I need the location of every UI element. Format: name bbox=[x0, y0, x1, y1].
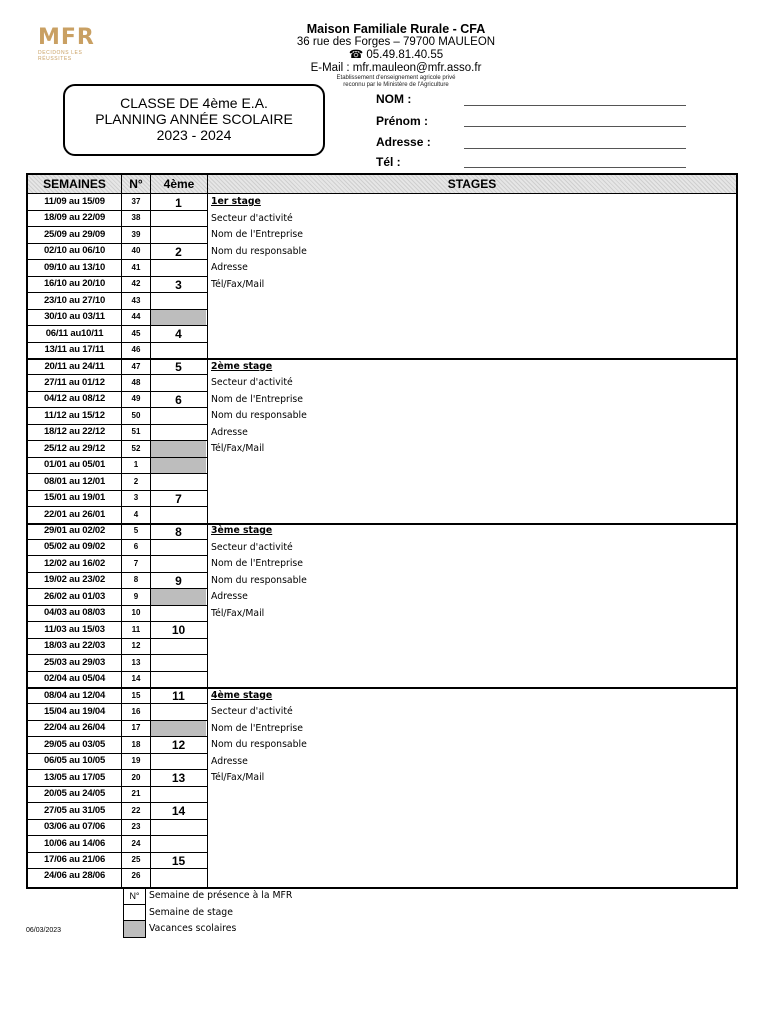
presence-cell bbox=[151, 425, 206, 440]
school-name: Maison Familiale Rurale - CFA bbox=[306, 22, 486, 36]
week-range: 26/02 au 01/03 bbox=[43, 590, 106, 602]
class-title-box bbox=[63, 84, 325, 156]
col-divider bbox=[121, 175, 122, 887]
week-number: 13 bbox=[131, 657, 141, 667]
week-range: 02/04 au 05/04 bbox=[43, 673, 106, 685]
presence-cell: 10 bbox=[171, 623, 186, 638]
adresse-field[interactable] bbox=[464, 147, 686, 149]
presence-cell: 3 bbox=[175, 277, 182, 292]
week-number: 10 bbox=[131, 608, 141, 618]
planning-title: PLANNING ANNÉE SCOLAIRE bbox=[95, 111, 293, 127]
week-range: 27/11 au 01/12 bbox=[44, 376, 105, 388]
week-range: 11/12 au 15/12 bbox=[44, 409, 105, 421]
planning-table bbox=[26, 173, 738, 889]
legend-stage-swatch bbox=[123, 905, 146, 922]
week-range: 25/03 au 29/03 bbox=[43, 656, 106, 668]
stage-field: Nom de l'Entreprise bbox=[211, 558, 303, 569]
row-divider bbox=[28, 292, 207, 293]
week-number: 11 bbox=[131, 624, 141, 634]
stage-title: 4ème stage bbox=[211, 689, 273, 701]
week-number: 42 bbox=[131, 279, 141, 289]
week-range: 13/11 au 17/11 bbox=[44, 344, 105, 356]
week-number: 48 bbox=[131, 377, 141, 387]
stage-field: Tél/Fax/Mail bbox=[211, 772, 265, 783]
week-number: 1 bbox=[133, 460, 139, 470]
stage-field: Nom de l'Entreprise bbox=[211, 393, 303, 405]
tel-field[interactable] bbox=[464, 166, 686, 168]
row-divider bbox=[28, 588, 207, 589]
stage-field: Nom du responsable bbox=[211, 245, 307, 257]
week-number: 25 bbox=[131, 855, 141, 864]
presence-cell: 5 bbox=[175, 360, 182, 374]
row-divider bbox=[28, 210, 207, 211]
week-number: 50 bbox=[131, 410, 141, 420]
row-divider bbox=[28, 555, 207, 556]
week-range: 29/01 au 02/02 bbox=[43, 525, 106, 536]
presence-cell bbox=[151, 474, 206, 489]
row-divider bbox=[28, 720, 207, 721]
row-divider bbox=[28, 424, 207, 425]
row-divider bbox=[28, 638, 207, 639]
prenom-field[interactable] bbox=[464, 125, 686, 127]
presence-cell: 4 bbox=[175, 327, 182, 342]
school-street: 36 rue des Forges – 79700 MAULEON bbox=[296, 36, 496, 48]
week-range: 13/05 au 17/05 bbox=[43, 771, 106, 783]
week-number: 23 bbox=[131, 822, 141, 832]
header-no: N° bbox=[122, 175, 150, 193]
row-divider bbox=[28, 457, 207, 458]
stage-title: 2ème stage bbox=[211, 360, 273, 372]
row-divider bbox=[28, 605, 207, 606]
week-number: 44 bbox=[131, 312, 141, 322]
row-divider bbox=[28, 687, 736, 689]
week-number: 19 bbox=[131, 756, 141, 766]
vacation-cell bbox=[151, 441, 206, 456]
presence-cell bbox=[151, 836, 206, 851]
legend-presence-label: Semaine de présence à la MFR bbox=[149, 890, 293, 901]
week-range: 17/06 au 21/06 bbox=[43, 854, 106, 865]
week-number: 41 bbox=[131, 262, 141, 272]
week-range: 12/02 au 16/02 bbox=[43, 557, 106, 569]
presence-cell bbox=[151, 639, 206, 654]
week-range: 20/05 au 24/05 bbox=[43, 788, 106, 800]
presence-cell: 14 bbox=[171, 804, 186, 819]
legend-stage-label: Semaine de stage bbox=[149, 906, 233, 918]
vacation-cell bbox=[151, 721, 206, 736]
school-phone: ☎ 05.49.81.40.55 bbox=[348, 49, 444, 61]
row-divider bbox=[28, 473, 207, 474]
row-divider bbox=[28, 621, 207, 622]
week-range: 27/05 au 31/05 bbox=[43, 804, 106, 816]
week-number: 51 bbox=[131, 427, 141, 437]
week-number: 7 bbox=[133, 558, 139, 568]
week-range: 18/09 au 22/09 bbox=[43, 212, 106, 224]
week-number: 2 bbox=[133, 476, 139, 486]
presence-cell bbox=[151, 655, 206, 670]
school-email: E-Mail : mfr.mauleon@mfr.asso.fr bbox=[310, 62, 482, 74]
stage-field: Adresse bbox=[211, 755, 248, 767]
row-divider bbox=[28, 654, 207, 655]
adresse-label: Adresse : bbox=[376, 135, 431, 149]
stage-title: 3ème stage bbox=[211, 525, 273, 536]
week-number: 43 bbox=[131, 295, 141, 305]
week-range: 22/04 au 26/04 bbox=[43, 722, 106, 734]
week-range: 06/05 au 10/05 bbox=[43, 755, 106, 767]
week-number: 15 bbox=[131, 690, 141, 700]
row-divider bbox=[28, 226, 207, 227]
week-range: 05/02 au 09/02 bbox=[43, 541, 106, 553]
stage-field: Nom de l'Entreprise bbox=[211, 229, 303, 240]
presence-cell bbox=[151, 211, 206, 226]
row-divider bbox=[28, 342, 207, 343]
stage-field: Secteur d'activité bbox=[211, 706, 293, 717]
week-number: 26 bbox=[131, 871, 141, 881]
stage-field: Tél/Fax/Mail bbox=[211, 443, 265, 454]
vacation-cell bbox=[151, 310, 206, 325]
week-range: 24/06 au 28/06 bbox=[43, 870, 106, 882]
stage-field: Adresse bbox=[211, 262, 248, 273]
stage-field: Secteur d'activité bbox=[211, 212, 293, 224]
row-divider bbox=[28, 276, 207, 277]
week-range: 10/06 au 14/06 bbox=[43, 837, 106, 849]
nom-label: NOM : bbox=[376, 92, 412, 106]
week-number: 4 bbox=[133, 509, 139, 519]
presence-cell bbox=[151, 293, 206, 308]
presence-cell: 13 bbox=[171, 771, 186, 786]
week-number: 21 bbox=[131, 789, 141, 799]
school-address bbox=[262, 22, 530, 89]
stage-block bbox=[211, 194, 307, 293]
week-range: 25/09 au 29/09 bbox=[43, 228, 106, 240]
presence-cell bbox=[151, 540, 206, 555]
presence-cell bbox=[151, 672, 206, 687]
presence-cell bbox=[151, 343, 206, 358]
presence-cell: 7 bbox=[175, 491, 182, 506]
row-divider bbox=[28, 736, 207, 737]
week-number: 52 bbox=[131, 443, 141, 453]
week-range: 11/03 au 15/03 bbox=[44, 623, 105, 635]
week-range: 16/10 au 20/10 bbox=[43, 278, 106, 290]
presence-cell bbox=[151, 754, 206, 769]
week-range: 15/04 au 19/04 bbox=[43, 705, 106, 717]
week-number: 47 bbox=[131, 361, 141, 371]
presence-cell bbox=[151, 704, 206, 719]
presence-cell: 8 bbox=[175, 524, 182, 539]
col-divider bbox=[207, 175, 208, 887]
week-number: 9 bbox=[133, 591, 139, 601]
week-range: 18/12 au 22/12 bbox=[43, 426, 106, 438]
stage-field: Adresse bbox=[211, 426, 248, 438]
row-divider bbox=[28, 852, 207, 853]
week-number: 37 bbox=[131, 197, 141, 206]
stage-field: Nom de l'Entreprise bbox=[211, 722, 303, 734]
school-note-2: reconnu par le Ministère de l'Agriculture bbox=[343, 82, 449, 88]
week-range: 04/03 au 08/03 bbox=[43, 607, 106, 619]
week-range: 03/06 au 07/06 bbox=[43, 821, 106, 833]
stage-block bbox=[211, 688, 307, 787]
row-divider bbox=[28, 523, 736, 525]
week-range: 20/11 au 24/11 bbox=[44, 360, 105, 372]
header-stages: STAGES bbox=[208, 175, 736, 193]
row-divider bbox=[28, 243, 207, 244]
week-range: 25/12 au 29/12 bbox=[43, 442, 106, 454]
school-note-1: Etablissement d'enseignement agricole privé bbox=[336, 75, 456, 81]
week-number: 3 bbox=[133, 493, 139, 503]
row-divider bbox=[28, 769, 207, 770]
row-divider bbox=[28, 506, 207, 507]
header-4eme: 4ème bbox=[151, 175, 207, 193]
row-divider bbox=[28, 391, 207, 392]
mfr-logo bbox=[38, 25, 114, 62]
week-number: 5 bbox=[133, 526, 139, 535]
legend-vacances-label: Vacances scolaires bbox=[149, 923, 237, 934]
week-number: 38 bbox=[131, 213, 141, 223]
week-number: 49 bbox=[131, 394, 141, 404]
week-number: 24 bbox=[131, 838, 141, 848]
tel-label: Tél : bbox=[376, 155, 401, 169]
row-divider bbox=[28, 671, 207, 672]
week-range: 15/01 au 19/01 bbox=[43, 492, 106, 504]
school-year: 2023 - 2024 bbox=[156, 127, 232, 143]
row-divider bbox=[28, 259, 207, 260]
week-number: 40 bbox=[131, 246, 141, 256]
presence-cell bbox=[151, 507, 206, 522]
week-range: 30/10 au 03/11 bbox=[44, 311, 105, 323]
presence-cell bbox=[151, 787, 206, 802]
week-range: 19/02 au 23/02 bbox=[43, 574, 106, 586]
row-divider bbox=[28, 374, 207, 375]
row-divider bbox=[28, 819, 207, 820]
row-divider bbox=[28, 407, 207, 408]
presence-cell bbox=[151, 869, 206, 884]
presence-cell: 6 bbox=[175, 392, 182, 407]
legend-vacances-swatch bbox=[123, 921, 146, 938]
week-number: 22 bbox=[131, 805, 141, 815]
presence-cell: 2 bbox=[175, 244, 182, 259]
week-range: 02/10 au 06/10 bbox=[43, 245, 106, 257]
legend-presence-swatch: N° bbox=[123, 888, 146, 905]
week-number: 39 bbox=[131, 229, 141, 239]
row-divider bbox=[28, 753, 207, 754]
row-divider bbox=[28, 309, 207, 310]
presence-cell bbox=[151, 820, 206, 835]
logo-tagline: DECIDONS LES RÉUSSITES bbox=[38, 50, 83, 62]
presence-cell bbox=[151, 556, 206, 571]
presence-cell bbox=[151, 606, 206, 621]
presence-cell: 15 bbox=[171, 853, 186, 868]
week-range: 01/01 au 05/01 bbox=[43, 459, 106, 471]
presence-cell: 11 bbox=[172, 689, 185, 703]
week-range: 29/05 au 03/05 bbox=[43, 738, 106, 750]
week-range: 09/10 au 13/10 bbox=[43, 261, 106, 273]
week-number: 12 bbox=[131, 641, 141, 651]
stage-field: Secteur d'activité bbox=[211, 377, 293, 388]
week-number: 18 bbox=[131, 739, 141, 749]
row-divider bbox=[28, 703, 207, 704]
week-range: 22/01 au 26/01 bbox=[43, 508, 106, 520]
stage-title: 1er stage bbox=[211, 196, 261, 207]
prenom-label: Prénom : bbox=[376, 114, 429, 128]
stage-field: Nom du responsable bbox=[211, 410, 307, 421]
row-divider bbox=[28, 325, 207, 326]
presence-cell: 1 bbox=[175, 195, 182, 210]
week-range: 08/01 au 12/01 bbox=[43, 475, 106, 487]
row-divider bbox=[28, 358, 736, 360]
row-divider bbox=[28, 440, 207, 441]
vacation-cell bbox=[151, 458, 206, 473]
stage-block bbox=[211, 523, 307, 622]
week-number: 6 bbox=[133, 542, 139, 552]
week-range: 23/10 au 27/10 bbox=[43, 294, 106, 306]
row-divider bbox=[28, 802, 207, 803]
week-range: 06/11 au10/11 bbox=[45, 327, 104, 339]
presence-cell bbox=[151, 375, 206, 390]
document-date: 06/03/2023 bbox=[26, 927, 62, 934]
stage-field: Adresse bbox=[211, 591, 248, 602]
stage-field: Secteur d'activité bbox=[211, 541, 293, 553]
week-number: 16 bbox=[131, 706, 141, 716]
week-number: 45 bbox=[131, 328, 141, 338]
nom-field[interactable] bbox=[464, 104, 686, 106]
week-number: 17 bbox=[131, 723, 141, 733]
week-range: 11/09 au 15/09 bbox=[44, 196, 105, 207]
week-number: 8 bbox=[133, 575, 139, 585]
stage-field: Nom du responsable bbox=[211, 574, 307, 586]
vacation-cell bbox=[151, 589, 206, 604]
presence-cell bbox=[151, 227, 206, 242]
stage-field: Tél/Fax/Mail bbox=[211, 607, 265, 619]
week-number: 46 bbox=[131, 345, 141, 355]
presence-cell: 9 bbox=[175, 573, 182, 588]
week-range: 08/04 au 12/04 bbox=[43, 689, 106, 701]
row-divider bbox=[28, 572, 207, 573]
row-divider bbox=[28, 835, 207, 836]
presence-cell: 12 bbox=[171, 738, 186, 753]
presence-cell bbox=[151, 408, 206, 423]
presence-cell bbox=[151, 260, 206, 275]
stage-block bbox=[211, 359, 307, 458]
row-divider bbox=[28, 786, 207, 787]
row-divider bbox=[28, 539, 207, 540]
logo-mark: MFR bbox=[38, 25, 95, 50]
stage-field: Nom du responsable bbox=[211, 739, 307, 750]
week-range: 04/12 au 08/12 bbox=[43, 393, 106, 405]
stage-field: Tél/Fax/Mail bbox=[211, 278, 265, 290]
header-semaines: SEMAINES bbox=[28, 175, 121, 193]
row-divider bbox=[28, 868, 207, 869]
week-number: 14 bbox=[131, 674, 141, 684]
row-divider bbox=[28, 490, 207, 491]
week-range: 18/03 au 22/03 bbox=[43, 640, 106, 652]
week-number: 20 bbox=[131, 772, 141, 782]
class-title: CLASSE DE 4ème E.A. bbox=[120, 95, 268, 111]
